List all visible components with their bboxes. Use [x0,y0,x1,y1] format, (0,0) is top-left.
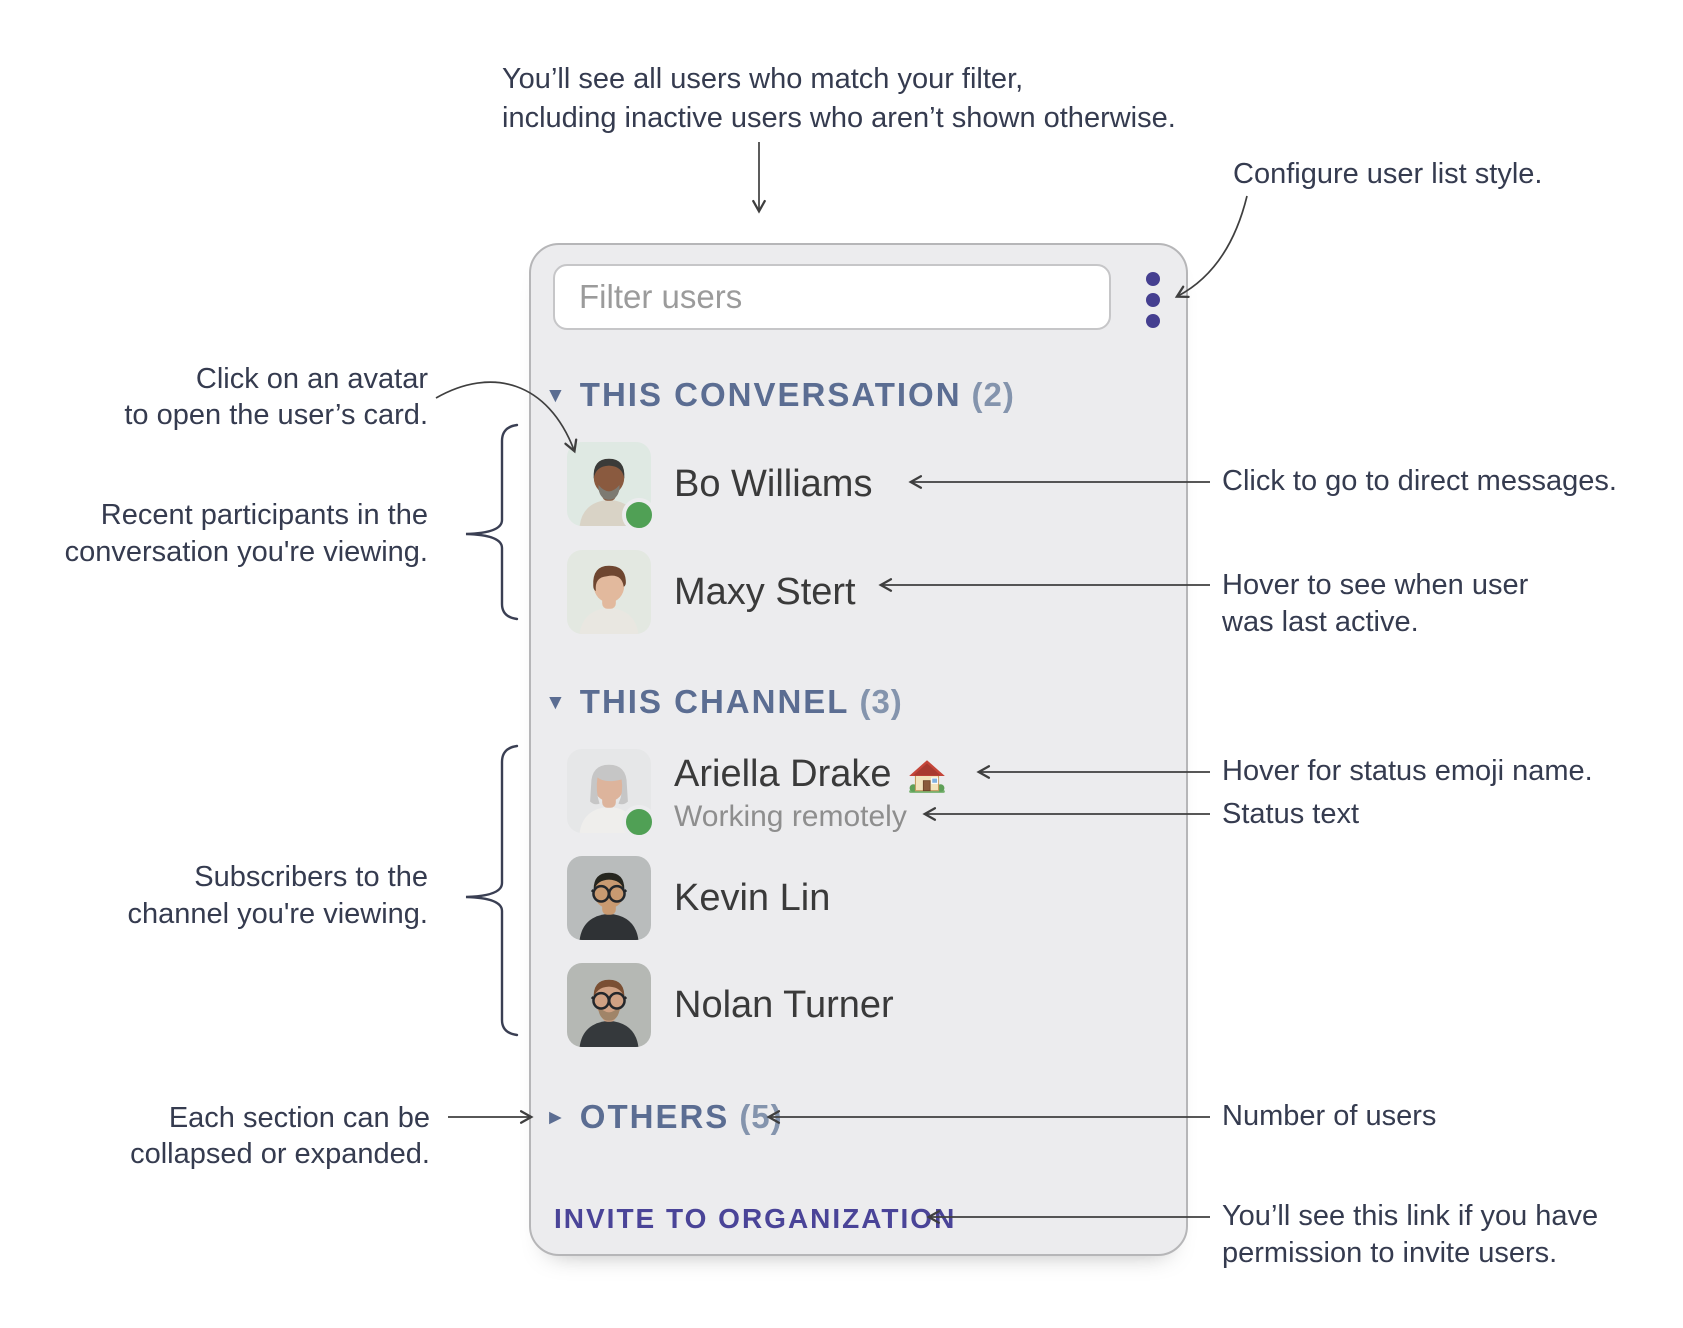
avatar-nolan-turner[interactable] [567,963,651,1047]
avatar-maxy-stert[interactable] [567,550,651,634]
note-status-text: Status text [1222,798,1360,830]
note-filter: You’ll see all users who match your filter, including inactive users who aren’t shown otherwise. [502,63,1176,134]
user-row-maxy-stert[interactable] [531,550,1186,634]
section-label: THIS CHANNEL [579,683,850,720]
section-label: THIS CONVERSATION [579,376,962,413]
section-header-this-conversation[interactable] [531,377,1186,413]
section-count: (2) [971,376,1015,413]
section-count: (3) [859,683,903,720]
subscribers-brace [466,746,517,1035]
user-row-ariella-drake[interactable] [531,749,1186,833]
recent-brace [466,425,517,619]
presence-dot-online [622,805,656,839]
configure-arrow [1178,196,1247,296]
triangle-right-icon: ► [545,1105,566,1129]
user-row-nolan-turner[interactable] [531,963,1186,1047]
user-name[interactable]: Maxy Stert [674,570,856,613]
house-emoji [906,756,948,798]
user-status-text: Working remotely [674,800,907,833]
note-recent-participants: Recent participants in the conversation you're viewing. [64,499,428,568]
user-row-bo-williams[interactable] [531,442,1186,526]
kebab-menu-icon [1146,272,1160,286]
note-last-active: Hover to see when user was last active. [1222,569,1529,638]
user-list-panel [529,243,1188,1256]
note-configure: Configure user list style. [1233,158,1543,190]
filter-users-input[interactable] [553,264,1111,330]
invite-to-organization-link[interactable]: INVITE TO ORGANIZATION [554,1203,957,1234]
section-header-others[interactable] [531,1099,1186,1135]
triangle-down-icon: ▼ [545,690,566,714]
note-direct-messages: Click to go to direct messages. [1222,465,1617,497]
note-invite-permission: You’ll see this link if you have permission to invite users. [1222,1200,1599,1269]
note-click-avatar: Click on an avatar to open the user’s card. [124,363,428,431]
presence-dot-online [622,498,656,532]
section-header-this-channel[interactable] [531,684,1186,720]
triangle-down-icon: ▼ [545,383,566,407]
note-each-section: Each section can be collapsed or expanded. [130,1102,430,1170]
user-row-kevin-lin[interactable] [531,856,1186,940]
section-label: OTHERS [579,1098,730,1135]
note-subscribers: Subscribers to the channel you're viewing. [127,861,428,930]
user-name[interactable]: Kevin Lin [674,876,831,919]
section-count: (5) [739,1098,783,1135]
user-name[interactable]: Ariella Drake [674,753,948,795]
user-list-menu-button[interactable] [1129,271,1177,329]
note-number-of-users: Number of users [1222,1100,1437,1132]
user-name[interactable]: Nolan Turner [674,983,894,1026]
note-status-emoji: Hover for status emoji name. [1222,755,1593,787]
user-name[interactable]: Bo Williams [674,462,873,505]
avatar-kevin-lin[interactable] [567,856,651,940]
